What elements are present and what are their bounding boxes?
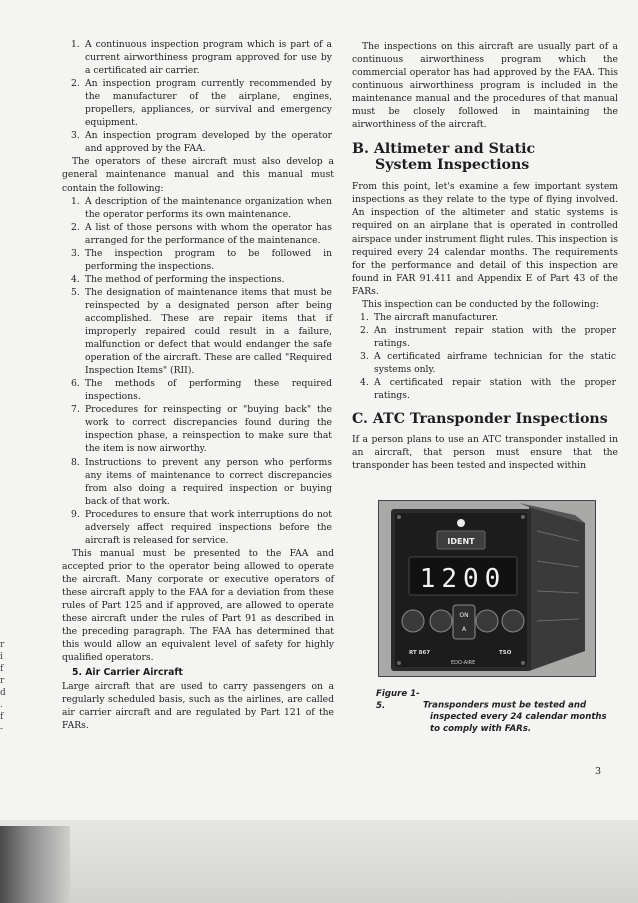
paragraph: This manual must be presented to the FAA and accepted prior to the operator being allowed to operate the aircraft. Many corporate or executive operators of these aircraft apply to the FAA for a deviation from these rules of Part 125 and if approved, are allowed to operate these aircraft under the rules of Part 91 as described in the preceding paragraph. The FAA has determined that this would allow an equivalent level of safety for highly qualified operators. <box>62 547 334 664</box>
list-text: A certificated repair station with the proper ratings. <box>374 377 616 402</box>
list-item <box>352 311 618 324</box>
brand-label: EDO-AIRE <box>451 660 476 666</box>
list-text: The designation of maintenance items that must be reinspected by a designated person after being accomplished. These are repair items that if improperly repaired could result in a failure, malfunction or defect that would endanger the safe operation of the aircraft. These are called "Required Inspection Items" (RII). <box>85 286 332 377</box>
binding-edge <box>0 0 10 903</box>
edge-mark: f <box>0 664 4 674</box>
edge-mark: r <box>0 640 5 650</box>
selector-knob-1 <box>402 610 424 632</box>
inspector-list <box>352 311 618 402</box>
list-text: A continuous inspection program which is part of a current airworthiness program approved for use by a certificated air carrier. <box>85 39 332 77</box>
list-number: 1. <box>71 39 80 50</box>
list-item <box>352 324 618 350</box>
list-number: 4. <box>71 273 80 285</box>
scan-shadow <box>0 820 638 903</box>
list-number: 2. <box>71 78 80 90</box>
list-text: The aircraft manufacturer. <box>374 311 499 323</box>
figure-number: Figure 1-5. <box>376 689 420 711</box>
selector-knob-4 <box>502 610 524 632</box>
paragraph: This inspection can be conducted by the following: <box>362 298 599 310</box>
left-column <box>62 38 334 732</box>
list-number: 1. <box>71 195 80 207</box>
list-text: The method of performing the inspections. <box>85 273 285 285</box>
manual-contents-list <box>62 195 334 547</box>
section-heading: 5. Air Carrier Aircraft <box>72 667 183 679</box>
list-number: 1. <box>360 311 369 323</box>
list-item <box>62 38 334 77</box>
list-item <box>352 350 618 376</box>
list-text: The inspection program to be followed in performing the inspections. <box>85 247 332 272</box>
scan-shadow-corner <box>0 826 70 903</box>
list-item <box>62 129 334 155</box>
list-number: 6. <box>71 378 80 390</box>
model-label: RT 867 <box>409 650 431 656</box>
list-text: Procedures to ensure that work interruptions do not adversely affect required inspections before the aircraft is released for service. <box>85 508 332 546</box>
list-item <box>62 273 334 286</box>
edge-mark: d <box>0 688 6 698</box>
list-item <box>62 247 334 273</box>
list-text: The methods of performing these required inspections. <box>85 378 332 403</box>
section-heading-c: C. ATC Transponder Inspections <box>352 411 608 428</box>
transponder-illustration <box>379 501 595 676</box>
list-number: 3. <box>71 130 80 142</box>
edge-mark: - <box>0 724 4 734</box>
mode-a-label: A <box>461 626 467 633</box>
edge-mark: r <box>0 676 5 686</box>
list-text: An inspection program currently recommended by the manufacturer of the airplane, engines, propellers, appliances, or survival and emergency equipment. <box>85 78 332 129</box>
list-number: 3. <box>71 247 80 259</box>
list-item <box>62 77 334 129</box>
list-text: An inspection program developed by the operator and approved by the FAA. <box>85 130 332 155</box>
list-text: An instrument repair station with the proper ratings. <box>374 324 616 349</box>
page-number: 3 <box>595 766 602 777</box>
selector-knob-3 <box>476 610 498 632</box>
list-number: 8. <box>71 456 80 468</box>
list-number: 3. <box>360 350 369 362</box>
list-item <box>62 403 334 455</box>
paragraph: The operators of these aircraft must also develop a general maintenance manual and this manual must contain the following: <box>62 156 334 194</box>
list-item <box>62 195 334 221</box>
heading-line: B. Altimeter and Static <box>352 141 536 158</box>
list-number: 9. <box>71 508 80 520</box>
squawk-code: 1200 <box>419 564 507 594</box>
list-text: A certificated airframe technician for the static systems only. <box>374 350 616 375</box>
list-item <box>352 376 618 402</box>
list-number: 2. <box>71 221 80 233</box>
caption-text-first: Transponders must be tested and <box>420 700 587 711</box>
list-number: 7. <box>71 404 80 416</box>
paragraph: If a person plans to use an ATC transponder installed in an aircraft, that person must ensure that the transponder has been tested and inspected within <box>352 434 618 472</box>
ident-light <box>457 519 465 527</box>
transponder-photo <box>378 500 596 677</box>
paragraph: From this point, let's examine a few important system inspections as they relate to the type of flying involved. An inspection of the altimeter and static systems is required on an airplane that is operated in controlled airspace under instrument flight rules. This inspection is required every 24 calendar months. The requirements for the performance and detail of this inspection are found in FAR 91.411 and Appendix E of Part 43 of the FARs. <box>352 181 618 297</box>
list-number: 4. <box>360 377 369 389</box>
list-number: 5. <box>71 286 80 298</box>
section-heading-b <box>352 141 618 173</box>
edge-mark: . <box>0 700 3 710</box>
right-column <box>352 40 618 472</box>
list-item <box>62 286 334 377</box>
figure-caption <box>376 689 618 735</box>
heading-line: System Inspections <box>375 157 530 174</box>
paragraph: The inspections on this aircraft are usually part of a continuous airworthiness program which the commercial operator has had approved by the FAA. This continuous airworthiness program is included in the maintenance manual and the procedures of that manual must be closely followed in maintaining the airworthiness of the aircraft. <box>352 41 618 131</box>
list-item <box>62 456 334 508</box>
ident-label: IDENT <box>447 537 475 546</box>
list-item <box>62 508 334 547</box>
list-item <box>62 377 334 403</box>
caption-text-rest: inspected every 24 calendar months to comply with FARs. <box>430 712 607 734</box>
list-text: A list of those persons with whom the operator has arranged for the performance of the maintenance. <box>85 221 332 246</box>
edge-mark: i <box>0 652 3 662</box>
tso-label: TSO <box>499 650 512 656</box>
list-text: A description of the maintenance organization when the operator performs its own maintenance. <box>85 195 332 220</box>
list-item <box>62 221 334 247</box>
paragraph: Large aircraft that are used to carry passengers on a regularly scheduled basis, such as the airlines, are called air carrier aircraft and are regulated by Part 121 of the FARs. <box>62 681 334 732</box>
list-text: Instructions to prevent any person who performs any items of maintenance to correct discrepancies from also doing a required inspection or buying back of that work. <box>85 456 332 507</box>
inspection-program-list <box>62 38 334 155</box>
mode-on-label: ON <box>459 612 469 619</box>
list-text: Procedures for reinspecting or "buying back" the work to correct discrepancies found during the inspection phase, a reinspection to make sure that the item is now airworthy. <box>85 404 332 455</box>
selector-knob-2 <box>430 610 452 632</box>
list-number: 2. <box>360 324 369 336</box>
edge-mark: f <box>0 712 4 722</box>
